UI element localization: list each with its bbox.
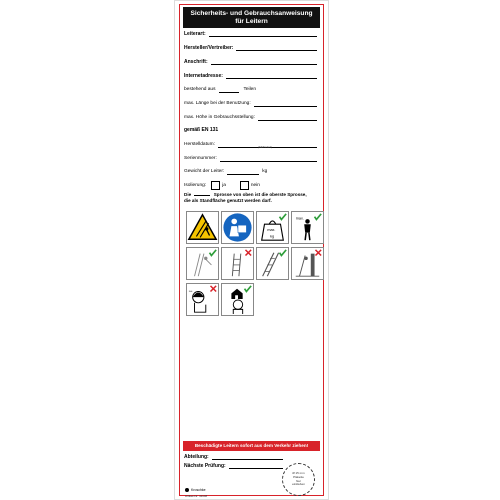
- inspection-sticker-area: [282, 463, 315, 496]
- ladder-instruction-label: [174, 0, 329, 500]
- herstelldatum-row: [184, 142, 317, 148]
- max-laenge-row: [184, 101, 317, 107]
- no-sidestep-icon: [222, 248, 253, 279]
- isolierung-label: Isolierung:: [184, 182, 207, 188]
- sprosse-rest: Sprosse von oben ist die oberste Sprosse,: [213, 192, 307, 197]
- isolierung-nein-checkbox[interactable]: [240, 181, 249, 190]
- sprosse-die: Die: [184, 192, 192, 197]
- seriennummer-label: Seriennummer:: [184, 156, 217, 161]
- no-step-over-icon: [187, 284, 218, 315]
- no-step-over-pictogram: [186, 283, 219, 316]
- anschrift-field[interactable]: [211, 59, 317, 65]
- abteilung-label: Abteilung:: [184, 454, 209, 460]
- max-hoehe-field[interactable]: [258, 115, 317, 121]
- max-load-pictogram: [256, 211, 289, 244]
- seriennummer-row: [184, 156, 317, 162]
- seriennummer-field[interactable]: [220, 156, 317, 162]
- isolierung-ja-checkbox[interactable]: [211, 181, 220, 190]
- stamp-line-4: einkleben: [292, 482, 305, 487]
- title-line-2: für Leitern: [235, 17, 268, 25]
- stamp-line-3: hier: [295, 478, 301, 483]
- anschrift-label: Anschrift:: [184, 59, 208, 65]
- label-frame: [179, 4, 324, 496]
- leiterart-label: Leiterart:: [184, 31, 206, 37]
- norm-row: [184, 127, 317, 133]
- stamp-line-1: Ø 15 mm: [292, 470, 305, 475]
- no-sidestep-pictogram: [221, 247, 254, 280]
- no-slanted-ground-pictogram: [291, 247, 324, 280]
- sprosse-text: [184, 191, 319, 204]
- gewicht-field[interactable]: [227, 169, 259, 175]
- stamp-line-2: Plakette: [293, 474, 304, 479]
- warning-fall-pictogram: [186, 211, 219, 244]
- abteilung-field[interactable]: [212, 454, 283, 460]
- sprosse-line-2: die als Standfläche genutzt werden darf.: [184, 198, 272, 203]
- isolierung-ja-label: ja: [222, 182, 226, 188]
- bestehend-row: [184, 87, 317, 93]
- bestehend-label: bestehend aus: [184, 87, 216, 92]
- damaged-ladder-warning: Beschädigte Leitern sofort aus dem Verkehr ziehen!: [183, 441, 320, 451]
- article-number: Artikel-Nr. 41108: [185, 494, 208, 498]
- ladder-angle-pictogram: [256, 247, 289, 280]
- max-hoehe-label: max. Höhe in Gebrauchsstellung:: [184, 115, 255, 120]
- max-load-icon: [257, 212, 288, 243]
- electric-hazard-pictogram: [221, 283, 254, 316]
- ladder-angle-icon: [257, 248, 288, 279]
- leiterart-field[interactable]: [209, 31, 317, 37]
- teilen-label: Teilen: [243, 87, 257, 92]
- max-load-bottom: kg: [270, 234, 275, 239]
- gewicht-row: [184, 169, 317, 175]
- max-persons-pictogram: [291, 211, 324, 244]
- herstelldatum-hint: (MM/JJJJ): [258, 145, 272, 149]
- brand-logo: [185, 488, 206, 492]
- internet-label: Internetadresse:: [184, 73, 223, 79]
- label-title: [183, 7, 320, 28]
- internet-row: [184, 73, 317, 79]
- anschrift-row: [184, 59, 317, 65]
- read-manual-pictogram: [221, 211, 254, 244]
- isolierung-row: [184, 181, 317, 190]
- bestehend-field[interactable]: [219, 87, 239, 93]
- max-laenge-label: max. Länge bei der Benutzung:: [184, 101, 251, 106]
- electric-hazard-icon: [222, 284, 253, 315]
- leiterart-row: [184, 31, 317, 37]
- herstelldatum-label: Herstelldatum:: [184, 142, 215, 147]
- sprosse-line-1: [184, 191, 319, 198]
- no-overreach-pictogram: [186, 247, 219, 280]
- no-slanted-ground-icon: [292, 248, 323, 279]
- hersteller-label: Hersteller/Vertreiber:: [184, 45, 234, 51]
- brand-name: Kroschke: [191, 488, 206, 492]
- gewicht-label: Gewicht der Leiter:: [184, 169, 225, 174]
- internet-field[interactable]: [226, 73, 317, 79]
- pruefung-row: [184, 463, 283, 469]
- max-hoehe-row: [184, 115, 317, 121]
- pruefung-label: Nächste Prüfung:: [184, 463, 226, 469]
- gewicht-unit: kg: [262, 169, 268, 174]
- warning-fall-icon: [187, 212, 218, 243]
- brand-dot-icon: [185, 488, 189, 492]
- max-persons-top: max.: [295, 216, 304, 221]
- norm-label: gemäß EN 131: [184, 127, 219, 133]
- svg-text:≈≈: ≈≈: [188, 289, 193, 294]
- pruefung-field[interactable]: [229, 463, 283, 469]
- hersteller-field[interactable]: [236, 45, 317, 51]
- abteilung-row: [184, 454, 283, 460]
- hersteller-row: [184, 45, 317, 51]
- max-persons-icon: [292, 212, 323, 243]
- title-line-1: Sicherheits- und Gebrauchsanweisung: [190, 9, 313, 17]
- max-laenge-field[interactable]: [254, 101, 317, 107]
- sprosse-field[interactable]: [194, 191, 210, 196]
- isolierung-nein-label: nein: [250, 182, 260, 188]
- max-load-top: max.: [267, 227, 276, 232]
- no-overreach-icon: [187, 248, 218, 279]
- read-manual-icon: [222, 212, 253, 243]
